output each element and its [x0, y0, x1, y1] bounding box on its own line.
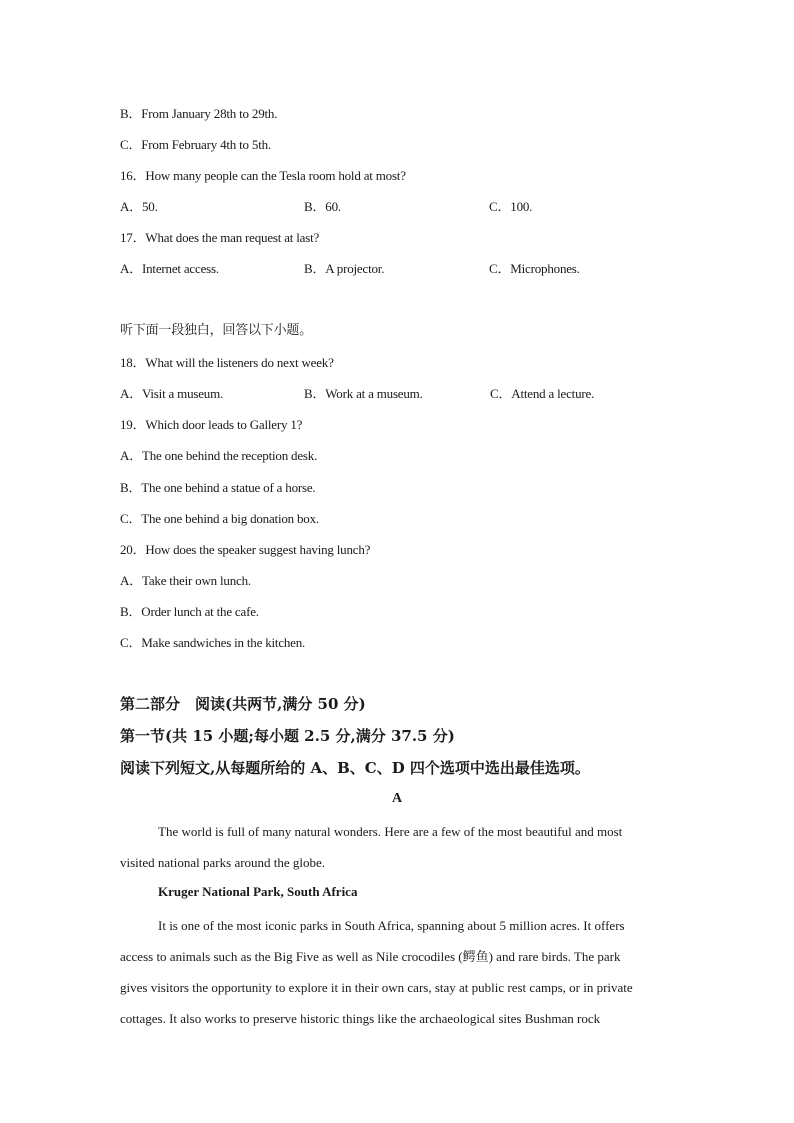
q17-option-b: B．A projector.	[304, 261, 385, 276]
q19-question: 19．Which door leads to Gallery 1?	[120, 417, 303, 432]
q15-option-c: C．From February 4th to 5th.	[120, 137, 271, 152]
q15-option-b: B．From January 28th to 29th.	[120, 106, 278, 121]
park-line-2: access to animals such as the Big Five as well as Nile crocodiles (鳄鱼) and rare birds. The park	[120, 949, 621, 964]
intro-line-2: visited national parks around the globe.	[120, 855, 326, 870]
q16-question: 16．How many people can the Tesla room hold at most?	[120, 168, 406, 183]
passage-label: A	[391, 791, 403, 806]
q16-option-b: B．60.	[304, 199, 341, 214]
park-heading: Kruger National Park, South Africa	[158, 884, 358, 899]
park-line-3: gives visitors the opportunity to explore it in their own cars, stay at public rest camps, or in private	[120, 980, 633, 995]
q20-option-c: C．Make sandwiches in the kitchen.	[120, 635, 306, 650]
q16-option-a: A．50.	[120, 199, 158, 214]
intro-line-1: The world is full of many natural wonders. Here are a few of the most beautiful and most	[158, 824, 623, 839]
q18-question: 18．What will the listeners do next week?	[120, 355, 334, 370]
q17-option-c: C．Microphones.	[489, 261, 580, 276]
q16-option-c: C．100.	[489, 199, 533, 214]
q19-option-b: B．The one behind a statue of a horse.	[120, 480, 316, 495]
monologue-instruction: 听下面一段独白，回答以下小题。	[120, 323, 313, 338]
reading-part-title: 第二部分 阅读(共两节,满分 50 分)	[120, 695, 366, 713]
reading-section-title: 第一节(共 15 小题;每小题 2.5 分,满分 37.5 分)	[120, 727, 455, 745]
park-line-1: It is one of the most iconic parks in South Africa, spanning about 5 million acres. It offers	[158, 918, 625, 933]
q18-option-a: A．Visit a museum.	[120, 386, 224, 401]
q18-option-b: B．Work at a museum.	[304, 386, 423, 401]
q19-option-a: A．The one behind the reception desk.	[120, 448, 318, 463]
q20-question: 20．How does the speaker suggest having lunch?	[120, 542, 371, 557]
q19-option-c: C．The one behind a big donation box.	[120, 511, 319, 526]
park-line-4: cottages. It also works to preserve historic things like the archaeological sites Bushman rock	[120, 1011, 601, 1026]
q18-option-c: C．Attend a lecture.	[490, 386, 595, 401]
q17-question: 17．What does the man request at last?	[120, 230, 320, 245]
q20-option-b: B．Order lunch at the cafe.	[120, 604, 259, 619]
reading-instruction: 阅读下列短文,从每题所给的 A、B、C、D 四个选项中选出最佳选项。	[120, 759, 590, 777]
q17-option-a: A．Internet access.	[120, 261, 219, 276]
q20-option-a: A．Take their own lunch.	[120, 573, 251, 588]
